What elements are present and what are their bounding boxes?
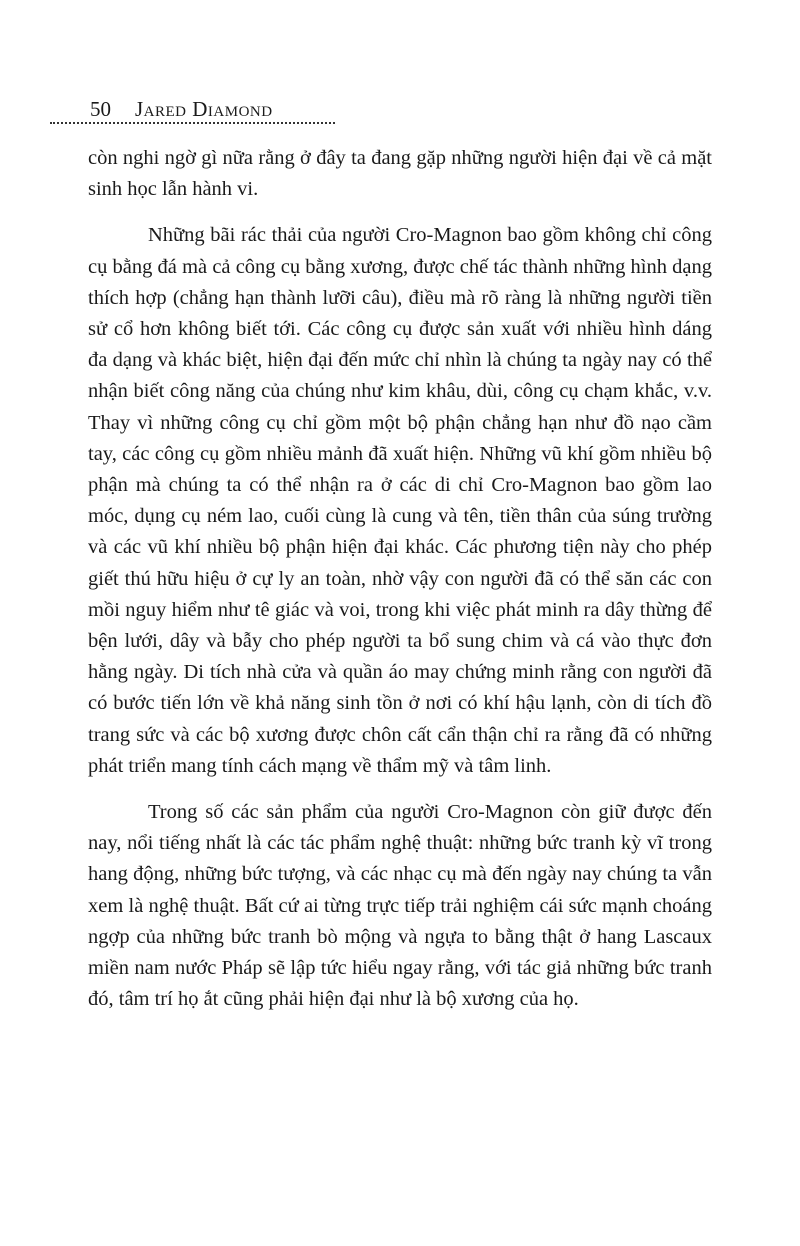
dotted-rule-divider — [50, 122, 335, 124]
page-number: 50 — [90, 97, 111, 121]
running-head — [50, 96, 335, 124]
running-head-author: Jared Diamond — [135, 97, 273, 121]
paragraph-tools-weapons: Những bãi rác thải của người Cro-Magnon bao gồm không chỉ công cụ bằng đá mà cả công cụ bằng xương, được chế tác thành những hình dạng thích hợp (chẳng hạn thành lưỡi câu), điều mà rõ ràng là những người tiền sử cổ hơn không biết tới. Các công cụ được sản xuất với nhiều hình dáng đa dạng và khác biệt, hiện đại đến mức chỉ nhìn là chúng ta ngày nay có thể nhận biết công năng của chúng như kim khâu, dùi, công cụ chạm khắc, v.v. Thay vì những công cụ chỉ gồm một bộ phận chẳng hạn như đồ nạo cầm tay, các công cụ gồm nhiều mảnh đã xuất hiện. Những vũ khí gồm nhiều bộ phận mà chúng ta có thể nhận ra ở các di chỉ Cro-Magnon bao gồm lao móc, dụng cụ ném lao, cuối cùng là cung và tên, tiền thân của súng trường và các vũ khí nhiều bộ phận hiện đại khác. Các phương tiện này cho phép giết thú hữu hiệu ở cự ly an toàn, nhờ vậy con người đã có thể săn các con mồi nguy hiểm như tê giác và voi, trong khi việc phát minh ra dây thừng để bện lưới, dây và bẫy cho phép người ta bổ sung chim và cá vào thực đơn hằng ngày. Di tích nhà cửa và quần áo may chứng minh rằng con người đã có bước tiến lớn về khả năng sinh tồn ở nơi có khí hậu lạnh, còn di tích đồ trang sức và các bộ xương được chôn cất cẩn thận chỉ ra rằng đã có những phát triển mang tính cách mạng về thẩm mỹ và tâm linh. — [88, 224, 712, 777]
paragraph-art: Trong số các sản phẩm của người Cro-Magnon còn giữ được đến nay, nổi tiếng nhất là các tác phẩm nghệ thuật: những bức tranh kỳ vĩ trong hang động, những bức tượng, và các nhạc cụ mà đến ngày nay chúng ta vẫn xem là nghệ thuật. Bất cứ ai từng trực tiếp trải nghiệm cái sức mạnh choáng ngợp của những bức tranh bò mộng và ngựa to bằng thật ở hang Lascaux miền nam nước Pháp sẽ lập tức hiểu ngay rằng, với tác giả những bức tranh đó, tâm trí họ ắt cũng phải hiện đại như là bộ xương của họ. — [88, 801, 712, 1011]
body-text — [88, 143, 712, 1030]
paragraph-continuation: còn nghi ngờ gì nữa rằng ở đây ta đang gặp những người hiện đại về cả mặt sinh học lẫn hành vi. — [88, 147, 712, 201]
